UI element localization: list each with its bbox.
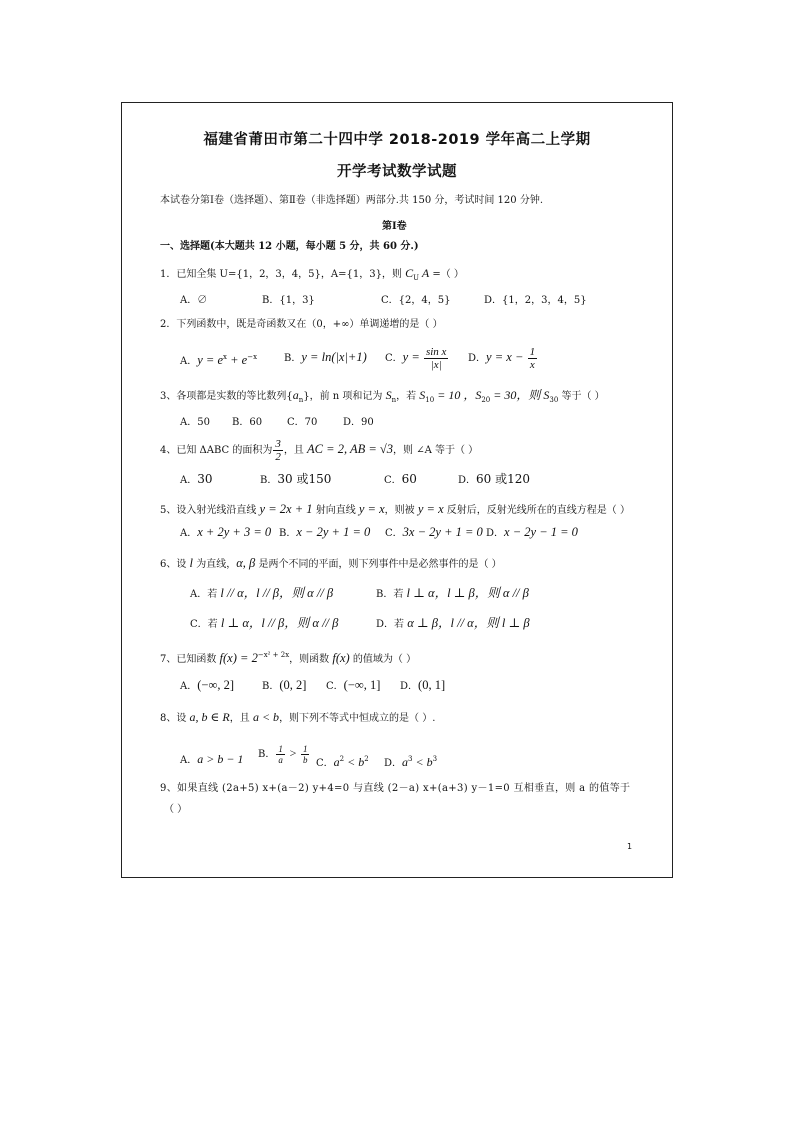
q2-d-math: y = x − bbox=[486, 350, 524, 364]
q3-sn: S bbox=[385, 388, 392, 402]
q4-d-value: 60 或120 bbox=[476, 472, 531, 486]
q1-option-b: B．{1，3} bbox=[262, 295, 315, 306]
q1-set-a: A bbox=[419, 266, 430, 280]
q8-c-sup2: 2 bbox=[364, 755, 369, 763]
q7-a-value: (−∞, 2] bbox=[197, 678, 235, 692]
q8-b-num1: 1 bbox=[278, 744, 283, 754]
question-9-stem: 9、如果直线 (2a+5) x+(a－2) y+4=0 与直线 (2－a) x+(a+3) y－1=0 互相垂直，则 a 的值等于 bbox=[160, 783, 631, 794]
q2-a-sup2: −x bbox=[247, 353, 258, 361]
q4-option-c bbox=[384, 472, 417, 488]
q5-c-value: 3x − 2y + 1 = 0 bbox=[402, 525, 483, 539]
q3-an: a bbox=[292, 388, 299, 402]
q5-stem-a: 5、设入射光线沿直线 bbox=[160, 505, 260, 516]
q4-frac-num: 3 bbox=[275, 438, 281, 450]
q4-stem-a: 4、已知 ΔABC 的面积为 bbox=[160, 445, 273, 456]
q4-stem-math: AC = 2, AB = √3 bbox=[307, 442, 394, 456]
q6-math1: l bbox=[189, 556, 194, 570]
q7-math-f2: f(x) bbox=[332, 651, 350, 665]
q3-an-sub: n bbox=[298, 396, 304, 404]
q8-c-sup1: 2 bbox=[339, 755, 345, 763]
q5-option-d bbox=[486, 525, 578, 541]
q3-option-d: D．90 bbox=[343, 417, 374, 428]
question-9-paren: （ ） bbox=[164, 804, 188, 815]
q2-d-den: x bbox=[529, 359, 535, 371]
question-2-stem: 2．下列函数中，既是奇函数又在（0，+∞）单调递增的是（ ） bbox=[160, 319, 443, 330]
q5-c-label: C． bbox=[385, 528, 403, 539]
q7-option-d bbox=[400, 678, 445, 694]
q5-math1: y = 2x + 1 bbox=[259, 502, 313, 516]
q4-option-b bbox=[260, 472, 331, 488]
q3-option-a: A．50 bbox=[180, 417, 210, 428]
q8-b-den2: b bbox=[302, 755, 308, 765]
q8-option-a bbox=[180, 752, 243, 768]
q8-c-label: C． bbox=[316, 758, 334, 769]
q7-option-b bbox=[262, 678, 306, 694]
q6-option-a bbox=[190, 586, 333, 602]
q2-b-math: y = ln(|x|+1) bbox=[301, 350, 367, 364]
q5-option-a bbox=[180, 525, 271, 541]
q4-c-value: 60 bbox=[401, 472, 417, 486]
q4-d-label: D． bbox=[458, 475, 477, 486]
q6-d-label: D．若 bbox=[376, 619, 408, 630]
q5-d-label: D． bbox=[486, 528, 505, 539]
section-title: 一、选择题(本大题共 12 小题，每小题 5 分，共 60 分.) bbox=[160, 241, 419, 252]
q8-a-label: A． bbox=[180, 755, 198, 766]
q2-d-num: 1 bbox=[529, 346, 536, 358]
q1-stem-pre: 1．已知全集 U={1，2，3，4，5}，A={1，3}，则 bbox=[160, 269, 406, 280]
q2-c-num: sin x bbox=[425, 346, 447, 358]
question-8-stem bbox=[160, 710, 435, 726]
q3-s10: S bbox=[419, 388, 426, 402]
q5-a-value: x + 2y + 3 = 0 bbox=[197, 525, 272, 539]
q3-stem-b: }，前 n 项和记为 bbox=[303, 391, 386, 402]
q8-b-den1: a bbox=[278, 755, 283, 765]
q7-a-label: A． bbox=[180, 681, 198, 692]
q4-b-value: 30 或150 bbox=[277, 472, 332, 486]
q2-a-label: A． bbox=[180, 356, 198, 367]
question-4-stem bbox=[160, 436, 478, 464]
q7-option-a bbox=[180, 678, 234, 694]
q7-math-f: f(x) = 2 bbox=[219, 651, 258, 665]
q5-stem-b: 射向直线 bbox=[312, 505, 359, 516]
q6-option-d bbox=[376, 616, 530, 632]
q6-stem-c: 是两个不同的平面，则下列事件中是必然事件的是（ ） bbox=[255, 559, 502, 570]
q3-s30: S bbox=[543, 388, 550, 402]
q2-a-mid: + e bbox=[226, 353, 248, 367]
q6-stem-b: 为直线， bbox=[193, 559, 237, 570]
q2-c-label: C． bbox=[385, 353, 403, 364]
q3-stem-a: 3、各项都是实数的等比数列{ bbox=[160, 391, 293, 402]
q8-stem-b: ，且 bbox=[229, 713, 253, 724]
q6-option-c bbox=[190, 616, 338, 632]
q4-option-d bbox=[458, 472, 530, 488]
q1-option-c: C．{2，4，5} bbox=[381, 295, 451, 306]
q4-frac-den: 2 bbox=[275, 451, 281, 463]
q2-option-c bbox=[385, 342, 449, 374]
q8-b-num2: 1 bbox=[302, 744, 308, 754]
q6-b-value: l ⊥ α，l ⊥ β，则 α // β bbox=[406, 586, 529, 600]
q8-stem-a: 8、设 bbox=[160, 713, 190, 724]
q5-d-value: x − 2y − 1 = 0 bbox=[504, 525, 578, 539]
q7-c-label: C． bbox=[326, 681, 344, 692]
question-5-stem bbox=[160, 502, 630, 518]
q3-s30-sub: 30 bbox=[549, 396, 559, 404]
q2-c-den: |x| bbox=[430, 359, 442, 371]
q1-option-a: A．∅ bbox=[180, 295, 208, 306]
question-6-stem bbox=[160, 556, 502, 572]
q2-a-math: y = e bbox=[197, 353, 224, 367]
q8-b-frac1 bbox=[276, 744, 285, 765]
q7-b-label: B． bbox=[262, 681, 280, 692]
q3-sn-sub: n bbox=[391, 396, 397, 404]
q8-d-sup2: 3 bbox=[432, 755, 438, 763]
q2-option-b bbox=[284, 350, 367, 366]
q8-math2: a < b bbox=[252, 710, 280, 724]
q5-b-label: B． bbox=[279, 528, 297, 539]
page-number: 1 bbox=[627, 842, 633, 851]
part-title: 第Ⅰ卷 bbox=[382, 221, 407, 232]
q3-s20-sub: 20 bbox=[481, 396, 491, 404]
q8-a-value: a > b − 1 bbox=[197, 752, 244, 766]
q7-b-value: (0, 2] bbox=[279, 678, 307, 692]
q2-option-a bbox=[180, 350, 257, 369]
q3-stem-e: = 30，则 bbox=[490, 388, 544, 402]
q5-option-c bbox=[385, 525, 483, 541]
q3-stem-c: ，若 bbox=[396, 391, 420, 402]
q4-option-a bbox=[180, 472, 213, 488]
q5-math3: y = x bbox=[417, 502, 444, 516]
q8-d-pre: a bbox=[402, 755, 409, 769]
q7-stem-b: ，则函数 bbox=[289, 654, 333, 665]
q8-b-frac2 bbox=[301, 744, 310, 765]
q2-b-label: B． bbox=[284, 353, 302, 364]
q5-stem-c: ，则被 bbox=[384, 505, 418, 516]
q1-complement-sub: U bbox=[413, 274, 420, 282]
q7-stem-c: 的值域为（ ） bbox=[349, 654, 417, 665]
q5-b-value: x − 2y + 1 = 0 bbox=[296, 525, 371, 539]
q5-math2: y = x bbox=[358, 502, 385, 516]
exam-title-line1: 福建省莆田市第二十四中学 2018-2019 学年高二上学期 bbox=[203, 132, 591, 148]
q2-d-label: D． bbox=[468, 353, 487, 364]
q5-stem-d: 反射后，反射光线所在的直线方程是（ ） bbox=[443, 505, 630, 516]
q2-d-fraction bbox=[528, 346, 538, 371]
q8-c-pre: a bbox=[333, 755, 340, 769]
q7-d-value: (0, 1] bbox=[418, 678, 446, 692]
q2-option-d bbox=[468, 342, 538, 374]
q6-stem-a: 6、设 bbox=[160, 559, 190, 570]
q6-a-value: l // α，l // β，则 α // β bbox=[220, 586, 334, 600]
q3-stem-f: 等于（ ） bbox=[558, 391, 605, 402]
q8-d-sup1: 3 bbox=[408, 755, 413, 763]
q7-stem-a: 7、已知函数 bbox=[160, 654, 220, 665]
q3-s20: S bbox=[475, 388, 482, 402]
q8-b-label: B． bbox=[258, 749, 276, 760]
q7-option-c bbox=[326, 678, 380, 694]
q2-c-math: y = bbox=[402, 350, 420, 364]
q1-complement: C bbox=[405, 266, 414, 280]
q4-stem-c: ，则 ∠A 等于（ ） bbox=[393, 445, 479, 456]
q8-b-gt: > bbox=[285, 746, 300, 760]
q4-fraction bbox=[273, 438, 283, 463]
q8-option-d bbox=[384, 752, 437, 771]
q3-option-b: B．60 bbox=[232, 417, 263, 428]
q3-s10-sub: 10 bbox=[425, 396, 435, 404]
q6-c-label: C．若 bbox=[190, 619, 221, 630]
q8-option-c bbox=[316, 752, 369, 771]
q4-b-label: B． bbox=[260, 475, 278, 486]
question-1-stem bbox=[160, 266, 464, 285]
q3-stem-d: = 10 ， bbox=[434, 388, 476, 402]
q8-math1: a, b ∈ R bbox=[189, 710, 230, 724]
exam-title-line2: 开学考试数学试题 bbox=[337, 164, 457, 180]
question-7-stem bbox=[160, 648, 416, 667]
q3-option-c: C．70 bbox=[287, 417, 318, 428]
q6-d-value: α ⊥ β，l // α，则 l ⊥ β bbox=[407, 616, 530, 630]
q4-stem-b: ，且 bbox=[283, 445, 308, 456]
q8-d-label: D． bbox=[384, 758, 403, 769]
q6-a-label: A．若 bbox=[190, 589, 221, 600]
q4-c-label: C． bbox=[384, 475, 402, 486]
q4-a-value: 30 bbox=[197, 472, 213, 486]
q8-c-mid: < b bbox=[344, 755, 365, 769]
q7-math-sup: −x² + 2x bbox=[257, 651, 290, 659]
q2-a-sup1: x bbox=[223, 353, 227, 361]
q5-a-label: A． bbox=[180, 528, 198, 539]
exam-intro: 本试卷分第Ⅰ卷（选择题）、第Ⅱ卷（非选择题）两部分.共 150 分，考试时间 120 分钟. bbox=[160, 195, 543, 206]
q6-c-value: l ⊥ α，l // β，则 α // β bbox=[220, 616, 339, 630]
question-3-stem bbox=[160, 388, 605, 407]
q6-option-b bbox=[376, 586, 529, 602]
q1-option-d: D．{1，2，3，4，5} bbox=[484, 295, 587, 306]
q4-a-label: A． bbox=[180, 475, 198, 486]
q7-c-value: (−∞, 1] bbox=[343, 678, 381, 692]
q8-stem-c: ，则下列不等式中恒成立的是（ ）. bbox=[279, 713, 436, 724]
q7-d-label: D． bbox=[400, 681, 419, 692]
q6-b-label: B．若 bbox=[376, 589, 407, 600]
q1-stem-post: =（ ） bbox=[429, 269, 464, 280]
q2-c-fraction bbox=[424, 346, 448, 371]
q5-option-b bbox=[279, 525, 370, 541]
q8-d-mid: < b bbox=[412, 755, 433, 769]
q8-option-b bbox=[258, 738, 310, 770]
q6-math2: α, β bbox=[236, 556, 256, 570]
